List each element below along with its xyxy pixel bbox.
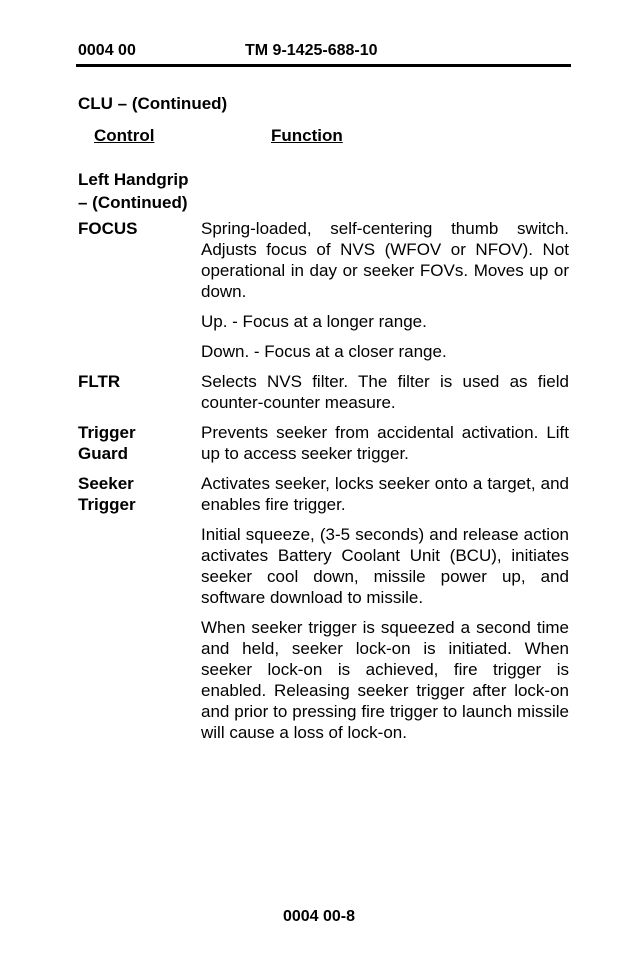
function-paragraph: When seeker trigger is squeezed a second time and held, seeker lock-on is initiated. When seeker lock-on is achieved, fire trigger is enabled. Releasing seeker trigger after lock-on and prior to pressing fire trigger to launch missile will cause a loss of lock-on. (201, 618, 569, 742)
subheading-line-2: – (Continued) (78, 193, 188, 212)
control-name-line: Guard (78, 444, 129, 463)
subheading (78, 168, 189, 214)
work-package-number: 0004 00 (78, 42, 136, 59)
control-name-line: Seeker (78, 474, 134, 493)
control-name-line: FLTR (78, 372, 121, 391)
tm-number: TM 9-1425-688-10 (245, 42, 378, 59)
function-description (201, 218, 569, 362)
function-paragraph: Selects NVS filter. The filter is used as field counter-counter measure. (201, 372, 569, 412)
entry-fltr (0, 371, 638, 413)
control-name (78, 218, 188, 239)
function-paragraph: Up. - Focus at a longer range. (201, 312, 427, 331)
function-description (201, 473, 569, 743)
function-description (201, 422, 569, 464)
page-number: 0004 00-8 (282, 908, 356, 925)
subheading-line-1: Left Handgrip (78, 170, 189, 189)
function-paragraph: Prevents seeker from accidental activation. Lift up to access seeker trigger. (201, 423, 569, 463)
function-paragraph: Spring-loaded, self-centering thumb switch. Adjusts focus of NVS (WFOV or NFOV). Not operational in day or seeker FOVs. Moves up or down. (201, 219, 569, 301)
function-paragraph: Activates seeker, locks seeker onto a target, and enables fire trigger. (201, 474, 569, 514)
control-name-line: FOCUS (78, 219, 138, 238)
control-name (78, 422, 188, 464)
section-title: CLU – (Continued) (78, 94, 228, 113)
function-description (201, 371, 569, 413)
control-name-line: Trigger (78, 495, 136, 514)
control-function-table (0, 218, 638, 752)
entry-seeker-trigger (0, 473, 638, 743)
function-paragraph: Initial squeeze, (3-5 seconds) and release action activates Battery Coolant Unit (BCU), initiates seeker cool down, missile power up, and software download to missile. (201, 525, 569, 607)
function-paragraph: Down. - Focus at a closer range. (201, 342, 447, 361)
entry-focus (0, 218, 638, 362)
control-name (78, 473, 188, 515)
control-name-line: Trigger (78, 423, 136, 442)
control-column-heading: Control (94, 126, 155, 145)
function-column-heading: Function (271, 126, 343, 145)
header-rule (76, 64, 571, 67)
entry-trigger-guard (0, 422, 638, 464)
control-name (78, 371, 188, 392)
